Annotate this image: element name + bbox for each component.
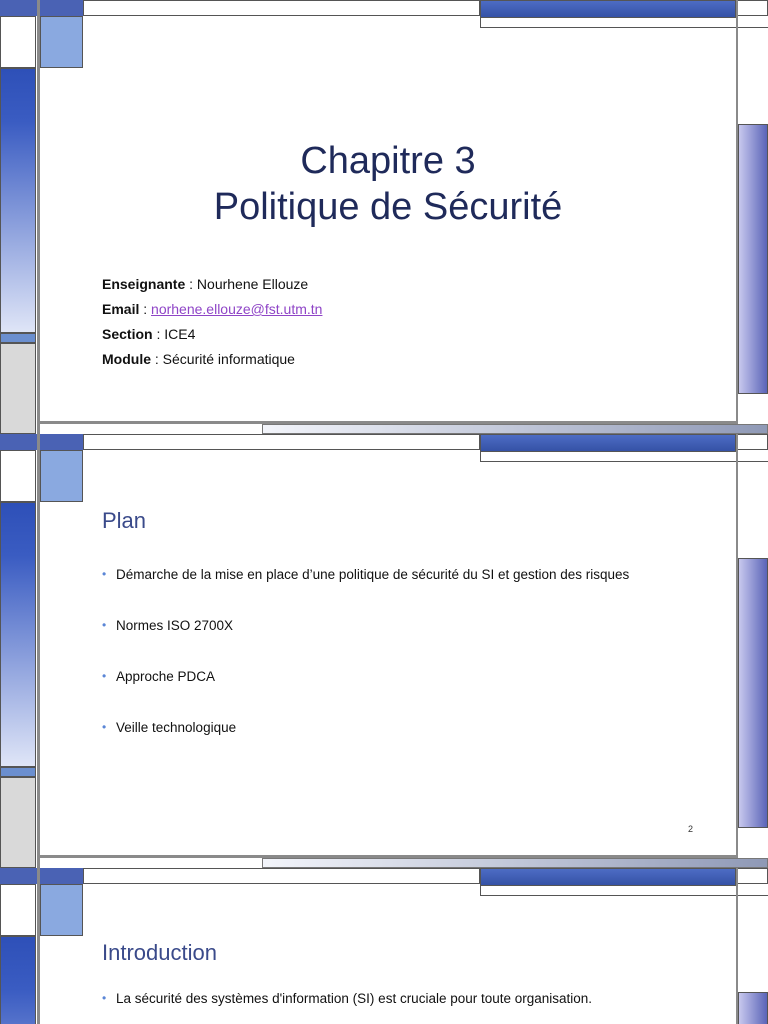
decor-block bbox=[738, 124, 768, 394]
info-row bbox=[102, 272, 322, 297]
course-info bbox=[102, 272, 322, 372]
email-link[interactable]: norhene.ellouze@fst.utm.tn bbox=[151, 301, 323, 317]
decor-block bbox=[0, 16, 36, 68]
info-label: Section bbox=[102, 326, 153, 342]
plan-list bbox=[102, 567, 629, 735]
info-sep: : bbox=[152, 326, 165, 342]
bullet-icon: • bbox=[102, 618, 107, 632]
decor-line bbox=[480, 452, 768, 462]
module-value: Sécurité informatique bbox=[162, 351, 295, 367]
decor-block bbox=[0, 777, 36, 868]
decor-band bbox=[480, 868, 736, 886]
info-row bbox=[102, 297, 322, 322]
decor-bar bbox=[0, 68, 36, 333]
list-item-text: Veille technologique bbox=[116, 720, 237, 735]
intro-list bbox=[102, 991, 592, 1006]
decor-band bbox=[480, 434, 736, 452]
decor-block bbox=[0, 343, 36, 434]
decor-square bbox=[40, 450, 83, 502]
title-line: Chapitre 3 bbox=[300, 140, 476, 182]
slide-3 bbox=[0, 868, 768, 1024]
decor-line bbox=[480, 886, 768, 896]
title-line: Politique de Sécurité bbox=[213, 186, 563, 228]
info-row bbox=[102, 347, 322, 372]
list-item bbox=[102, 720, 629, 735]
decor-band bbox=[0, 434, 83, 450]
info-label: Email bbox=[102, 301, 140, 317]
decor-band bbox=[0, 868, 83, 884]
decor-bar bbox=[262, 858, 768, 868]
slide-2 bbox=[0, 434, 768, 868]
info-sep: : bbox=[185, 276, 197, 292]
decor-block bbox=[0, 884, 36, 936]
decor-band bbox=[83, 868, 480, 884]
list-item bbox=[102, 618, 629, 633]
slide-1 bbox=[0, 0, 768, 434]
list-item-text: Normes ISO 2700X bbox=[116, 618, 234, 633]
decor-band bbox=[736, 868, 768, 884]
list-item bbox=[102, 991, 592, 1006]
decor-bar bbox=[0, 936, 36, 1024]
decor-strip bbox=[0, 333, 36, 343]
decor-square bbox=[40, 884, 83, 936]
list-item bbox=[102, 567, 629, 582]
page-number: 2 bbox=[688, 824, 694, 834]
decor-band bbox=[83, 434, 480, 450]
decor-block bbox=[738, 992, 768, 1024]
bullet-icon: • bbox=[102, 669, 107, 683]
slide-heading: Plan bbox=[102, 508, 147, 533]
bullet-icon: • bbox=[102, 720, 107, 734]
decor-band bbox=[480, 0, 736, 18]
decor-line bbox=[480, 18, 768, 28]
slide-title bbox=[40, 138, 736, 230]
list-item-text: La sécurité des systèmes d'information (SI) est cruciale pour toute organisation. bbox=[116, 991, 593, 1006]
section-value: ICE4 bbox=[164, 326, 196, 342]
decor-bar bbox=[262, 424, 768, 434]
slide-heading: Introduction bbox=[102, 940, 217, 965]
decor-block bbox=[738, 558, 768, 828]
decor-block bbox=[0, 450, 36, 502]
decor-bar bbox=[0, 502, 36, 767]
bullet-icon: • bbox=[102, 991, 107, 1005]
decor-band bbox=[736, 0, 768, 16]
decor-square bbox=[40, 16, 83, 68]
list-item-text: Démarche de la mise en place d’une politique de sécurité du SI et gestion des risques bbox=[116, 567, 630, 582]
list-item bbox=[102, 669, 629, 684]
info-row bbox=[102, 322, 322, 347]
decor-strip bbox=[0, 767, 36, 777]
decor-band bbox=[736, 434, 768, 450]
teacher-name: Nourhene Ellouze bbox=[196, 276, 309, 292]
decor-band bbox=[0, 0, 83, 16]
info-sep: : bbox=[151, 351, 163, 367]
decor-band bbox=[83, 0, 480, 16]
list-item-text: Approche PDCA bbox=[116, 669, 216, 684]
info-label: Enseignante bbox=[102, 276, 186, 292]
bullet-icon: • bbox=[102, 567, 107, 581]
info-sep: : bbox=[139, 301, 152, 317]
info-label: Module bbox=[102, 351, 151, 367]
